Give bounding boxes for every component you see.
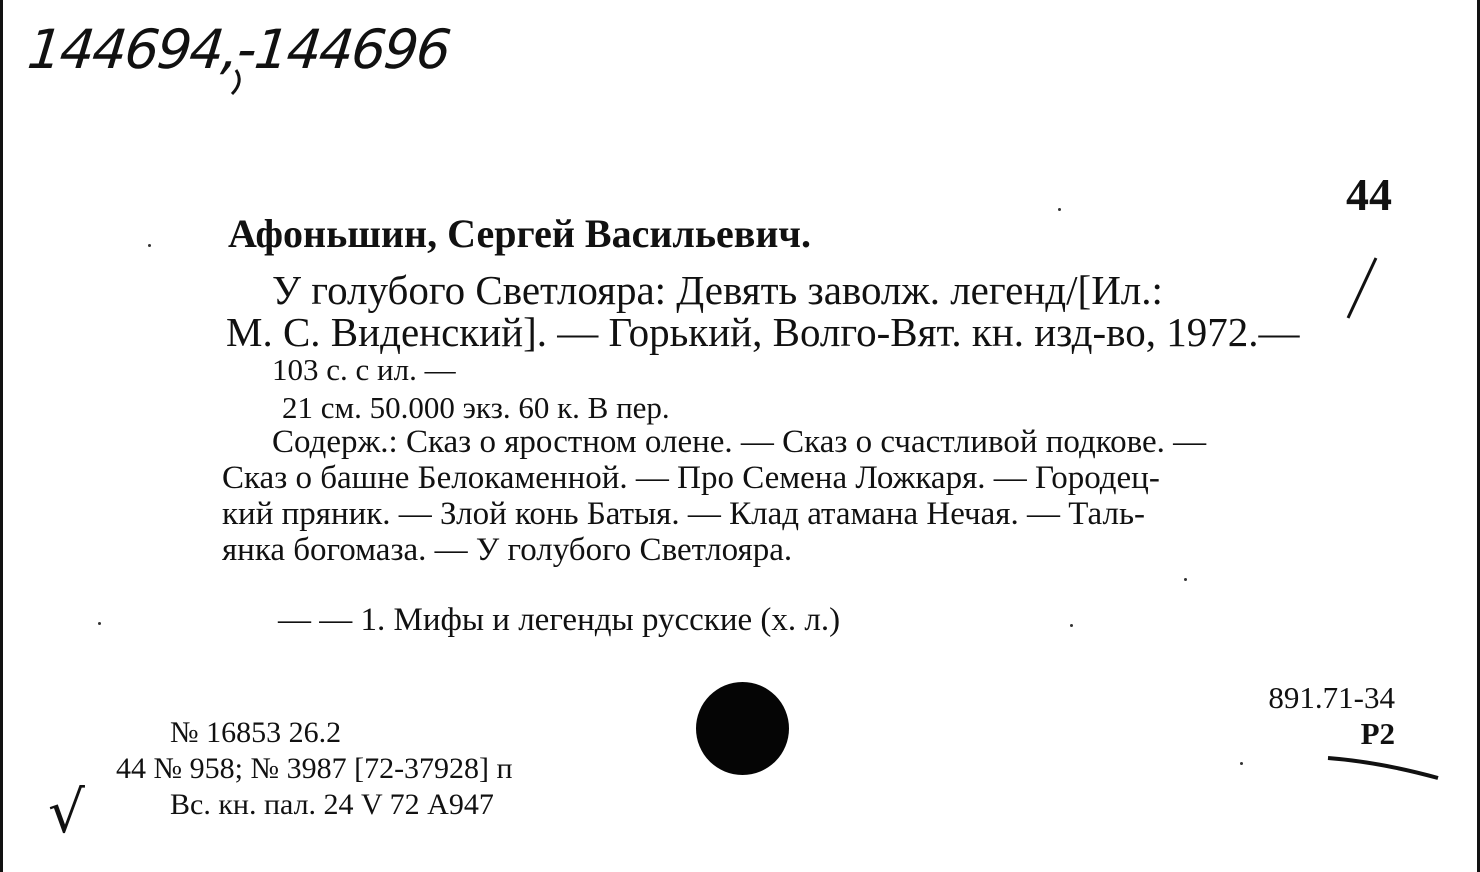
speck	[148, 244, 151, 247]
subject-heading: — — 1. Мифы и легенды русские (х. л.)	[278, 602, 841, 638]
contents-line-4: янка богомаза. — У голубого Светлояра.	[222, 532, 793, 568]
author-mark: Р2	[1360, 716, 1395, 751]
shelf-number: 44	[1346, 169, 1392, 220]
footer-line-2: 44 № 958; № 3987 [72-37928] п	[116, 752, 513, 785]
speck	[1058, 208, 1061, 211]
classification-number: 891.71-34	[1268, 680, 1395, 715]
title-line-1: У голубого Светлояра: Девять заволж. легенд/[Ил.:	[272, 267, 1163, 313]
slash-stroke-icon	[1348, 258, 1376, 318]
collation-pages: 103 с. с ил. —	[272, 352, 456, 387]
handwritten-accession-numbers: 144694,-144696	[24, 18, 453, 81]
underline-stroke-icon	[1328, 758, 1438, 778]
speck	[1184, 578, 1187, 581]
title-line-2: М. С. Виденский]. — Горький, Волго-Вят. кн. изд-во, 1972.—	[226, 309, 1300, 355]
check-mark-icon: √	[48, 778, 85, 846]
contents-line-2: Сказ о башне Белокаменной. — Про Семена Ложкаря. — Городец-	[222, 460, 1160, 496]
author-heading: Афоньшин, Сергей Васильевич.	[228, 211, 811, 256]
footer-line-3: Вс. кн. пал. 24 V 72 А947	[170, 788, 494, 821]
speck	[1070, 624, 1073, 627]
contents-line-3: кий пряник. — Злой конь Батыя. — Клад атамана Нечая. — Таль-	[222, 496, 1146, 532]
speck	[1240, 762, 1243, 765]
comma-stroke-icon	[232, 70, 239, 94]
speck	[98, 622, 101, 625]
footer-line-1: № 16853 26.2	[170, 716, 342, 749]
contents-line-1: Содерж.: Сказ о яростном олене. — Сказ о счастливой подкове. —	[272, 424, 1207, 460]
collation-size-price: 21 см. 50.000 экз. 60 к. В пер.	[282, 390, 670, 425]
